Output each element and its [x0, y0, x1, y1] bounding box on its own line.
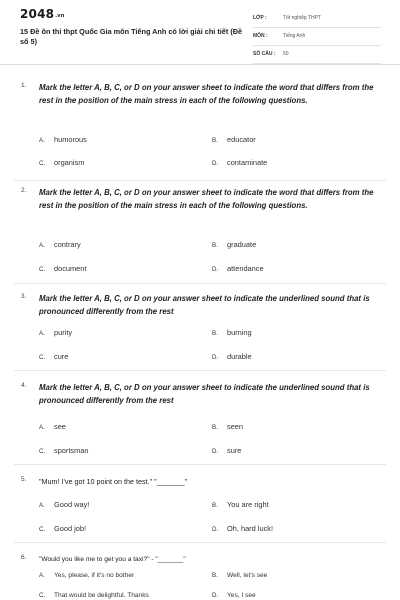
question-text: "Would you like me to get you a taxi?" - "_______" [39, 556, 186, 563]
option-letter: A. [39, 137, 45, 144]
option-d[interactable] [212, 524, 273, 533]
option-letter: C. [39, 448, 46, 455]
question-3 [0, 281, 400, 369]
option-c[interactable] [39, 158, 84, 167]
question-number: 5. [21, 476, 27, 483]
option-letter: A. [39, 572, 45, 579]
meta-row-question-count [253, 48, 381, 64]
option-text: organism [54, 158, 85, 167]
question-5 [0, 464, 400, 540]
meta-label: MÔN : [253, 33, 268, 39]
site-logo[interactable] [20, 7, 65, 21]
option-d[interactable] [212, 352, 252, 361]
option-text: see [54, 422, 66, 431]
option-b[interactable] [212, 422, 243, 431]
option-d[interactable] [212, 592, 256, 599]
option-letter: B. [212, 242, 218, 249]
option-letter: C. [39, 526, 46, 533]
option-letter: A. [39, 502, 45, 509]
option-letter: B. [212, 424, 218, 431]
option-letter: C. [39, 266, 46, 273]
meta-value: 50 [283, 51, 289, 57]
option-text: Good way! [54, 500, 90, 509]
meta-row-class [253, 12, 381, 28]
meta-value: Tốt nghiệp THPT [283, 15, 321, 21]
meta-label: LỚP : [253, 15, 267, 21]
question-text: Mark the letter A, B, C, or D on your answer sheet to indicate the word that differs from the rest in the position of the main stress in each of the following questions. [39, 83, 374, 105]
exam-meta [253, 12, 381, 66]
option-text: durable [227, 352, 252, 361]
option-text: contaminate [227, 158, 268, 167]
option-text: contrary [54, 240, 81, 249]
option-letter: B. [212, 502, 218, 509]
header-divider [0, 64, 400, 65]
option-b[interactable] [212, 135, 256, 144]
question-2 [0, 175, 400, 283]
option-a[interactable] [39, 328, 72, 337]
option-letter: A. [39, 424, 45, 431]
question-number: 1. [21, 82, 27, 89]
option-letter: D. [212, 160, 219, 167]
option-text: attendance [227, 264, 264, 273]
option-text: Yes, I see [227, 592, 256, 599]
question-number: 3. [21, 293, 27, 300]
option-letter: D. [212, 592, 219, 599]
option-letter: A. [39, 242, 45, 249]
logo-suffix: .vn [55, 13, 65, 19]
option-a[interactable] [39, 500, 89, 509]
option-text: Good job! [54, 524, 87, 533]
option-letter: C. [39, 160, 46, 167]
option-c[interactable] [39, 264, 86, 273]
question-text: "Mum! I've got 10 point on the test." "_______" [39, 477, 188, 486]
option-letter: A. [39, 330, 45, 337]
option-letter: D. [212, 354, 219, 361]
question-number: 6. [21, 554, 27, 561]
option-d[interactable] [212, 158, 267, 167]
option-letter: D. [212, 448, 219, 455]
meta-value: Tiếng Anh [283, 33, 306, 39]
option-text: document [54, 264, 87, 273]
question-6 [0, 542, 400, 600]
option-text: purity [54, 328, 73, 337]
question-1 [0, 70, 400, 178]
meta-row-subject [253, 30, 381, 46]
option-d[interactable] [212, 264, 264, 273]
option-text: Oh, hard luck! [227, 524, 274, 533]
option-a[interactable] [39, 572, 134, 579]
question-text: Mark the letter A, B, C, or D on your answer sheet to indicate the word that differs from the rest in the position of the main stress in each of the following questions. [39, 188, 374, 210]
option-a[interactable] [39, 240, 81, 249]
option-letter: B. [212, 330, 218, 337]
option-text: sportsman [54, 446, 89, 455]
option-letter: C. [39, 592, 46, 599]
option-text: You are right [227, 500, 269, 509]
option-text: Yes, please, if it's no bother [54, 572, 135, 579]
question-number: 2. [21, 187, 27, 194]
option-text: humorous [54, 135, 87, 144]
option-letter: D. [212, 266, 219, 273]
option-a[interactable] [39, 135, 87, 144]
option-c[interactable] [39, 524, 86, 533]
document-header [0, 0, 400, 62]
question-text: Mark the letter A, B, C, or D on your answer sheet to indicate the underlined sound that is pronounced differently from the rest [39, 383, 370, 405]
meta-label: SỐ CÂU : [253, 51, 276, 57]
document-title: 15 Đề ôn thi thpt Quốc Gia môn Tiếng Anh có lời giải chi tiết (Đề số 5) [20, 27, 243, 46]
option-b[interactable] [212, 500, 269, 509]
option-c[interactable] [39, 352, 68, 361]
option-text: graduate [227, 240, 257, 249]
option-b[interactable] [212, 240, 256, 249]
option-text: educator [227, 135, 256, 144]
option-b[interactable] [212, 328, 252, 337]
option-text: cure [54, 352, 69, 361]
logo-text: 2048 [20, 7, 55, 21]
option-c[interactable] [39, 592, 149, 599]
question-text: Mark the letter A, B, C, or D on your answer sheet to indicate the underlined sound that is pronounced differently from the rest [39, 294, 370, 316]
option-letter: D. [212, 526, 219, 533]
option-b[interactable] [212, 572, 267, 579]
option-d[interactable] [212, 446, 241, 455]
option-text: That would be delightful. Thanks [54, 592, 149, 599]
option-letter: B. [212, 137, 218, 144]
option-text: sure [227, 446, 242, 455]
option-text: seen [227, 422, 244, 431]
question-4 [0, 370, 400, 462]
question-number: 4. [21, 382, 27, 389]
option-c[interactable] [39, 446, 89, 455]
option-a[interactable] [39, 422, 66, 431]
option-text: Well, let's see [227, 572, 268, 579]
option-letter: B. [212, 572, 218, 579]
option-letter: C. [39, 354, 46, 361]
option-text: burning [227, 328, 252, 337]
